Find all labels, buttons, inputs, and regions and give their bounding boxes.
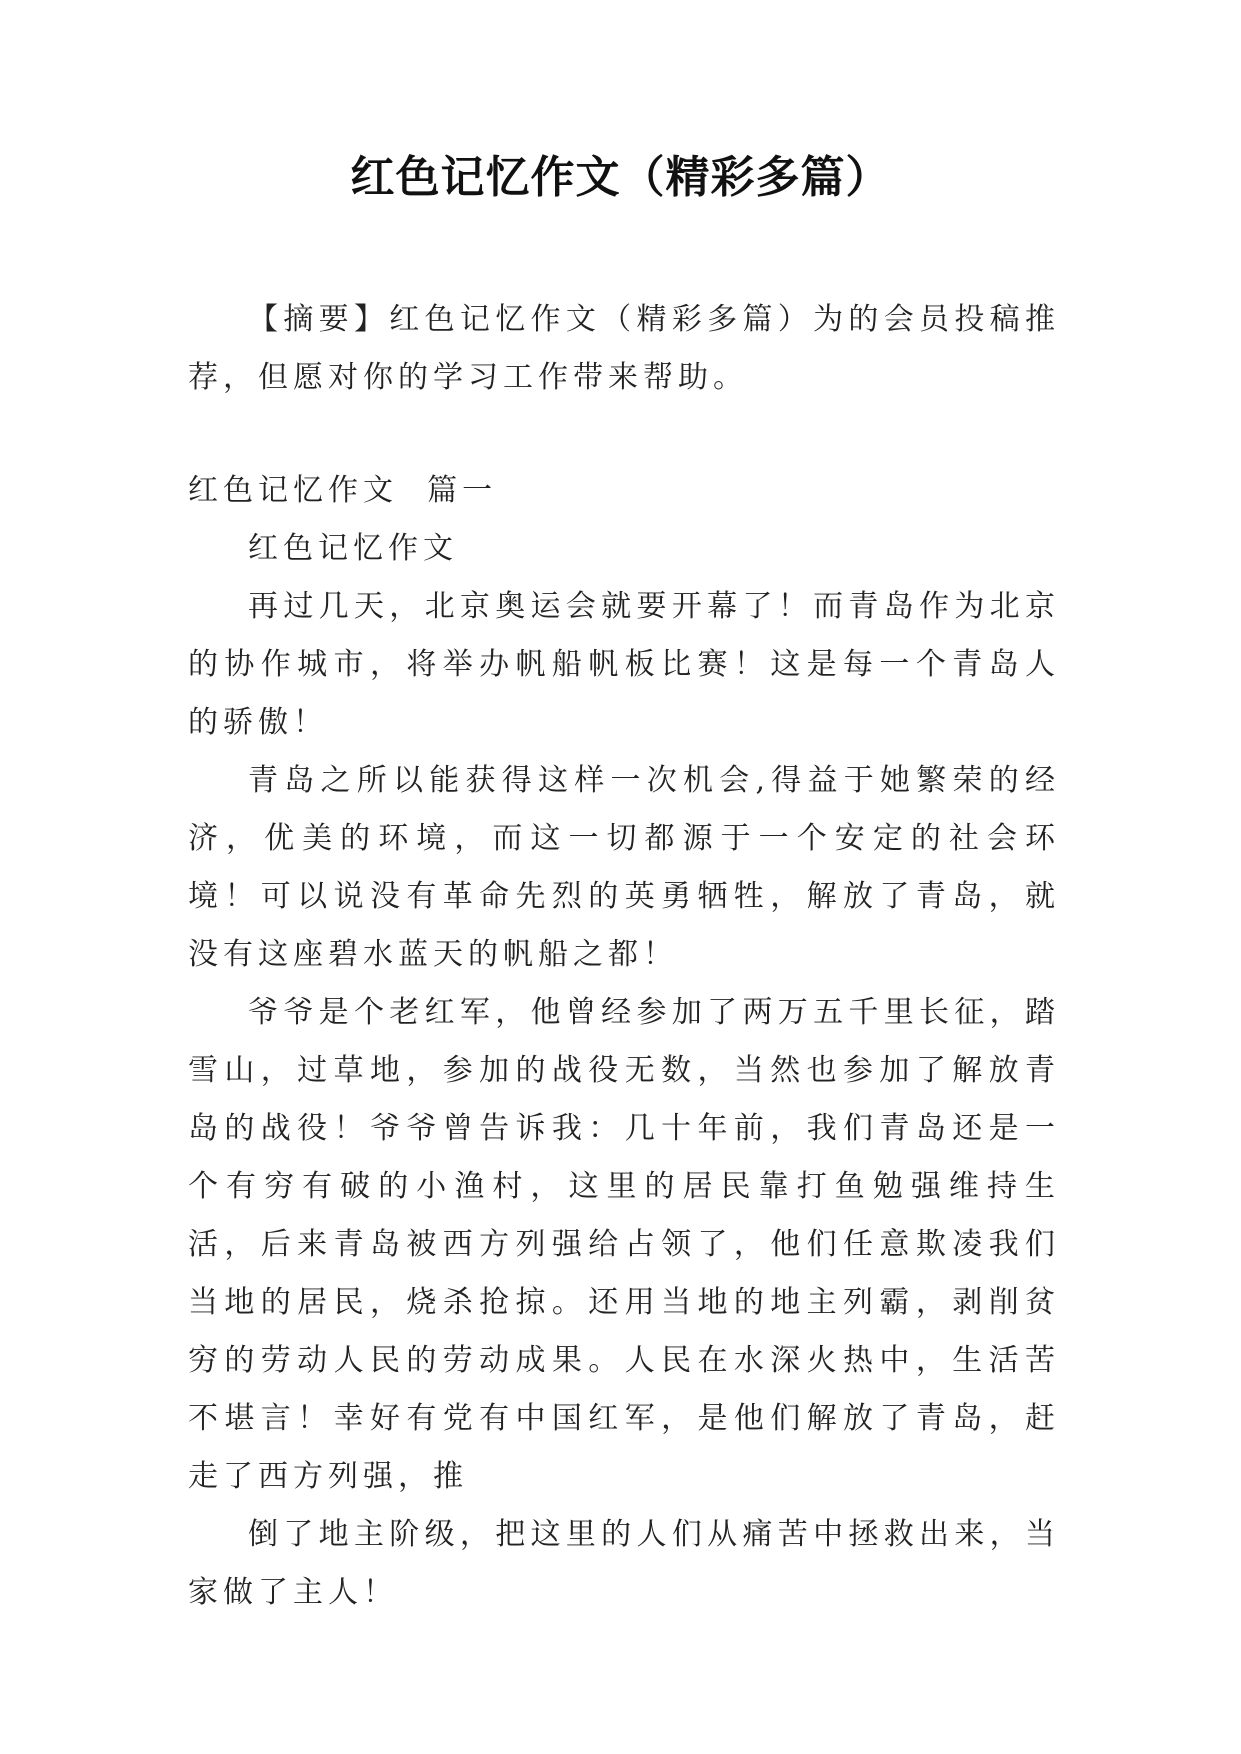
essay-section <box>188 462 1060 1622</box>
section-heading: 红色记忆作文 篇一 <box>188 473 498 508</box>
essay-paragraph: 倒了地主阶级，把这里的人们从痛苦中拯救出来，当家做了主人！ <box>188 1517 1060 1610</box>
essay-paragraph: 青岛之所以能获得这样一次机会,得益于她繁荣的经济，优美的环境，而这一切都源于一个安定的社会环境！可以说没有革命先烈的英勇牺牲，解放了青岛，就没有这座碧水蓝天的帆船之都！ <box>188 763 1060 972</box>
essay-subtitle: 红色记忆作文 <box>248 531 458 566</box>
abstract-paragraph: 【摘要】红色记忆作文（精彩多篇）为的会员投稿推荐，但愿对你的学习工作带来帮助。 <box>188 302 1060 395</box>
essay-paragraph: 再过几天，北京奥运会就要开幕了！而青岛作为北京的协作城市，将举办帆船帆板比赛！这是每一个青岛人的骄傲！ <box>188 589 1060 740</box>
abstract-block <box>188 291 1060 407</box>
document-title: 红色记忆作文（精彩多篇） <box>350 152 891 203</box>
essay-paragraph: 爷爷是个老红军，他曾经参加了两万五千里长征，踏雪山，过草地，参加的战役无数，当然也参加了解放青岛的战役！爷爷曾告诉我：几十年前，我们青岛还是一个有穷有破的小渔村，这里的居民靠打鱼勉强维持生活，后来青岛被西方列强给占领了，他们任意欺凌我们当地的居民，烧杀抢掠。还用当地的地主列霸，剥削贫穷的劳动人民的劳动成果。人民在水深火热中，生活苦不堪言！幸好有党有中国红军，是他们解放了青岛，赶走了西方列强，推 <box>188 995 1060 1494</box>
